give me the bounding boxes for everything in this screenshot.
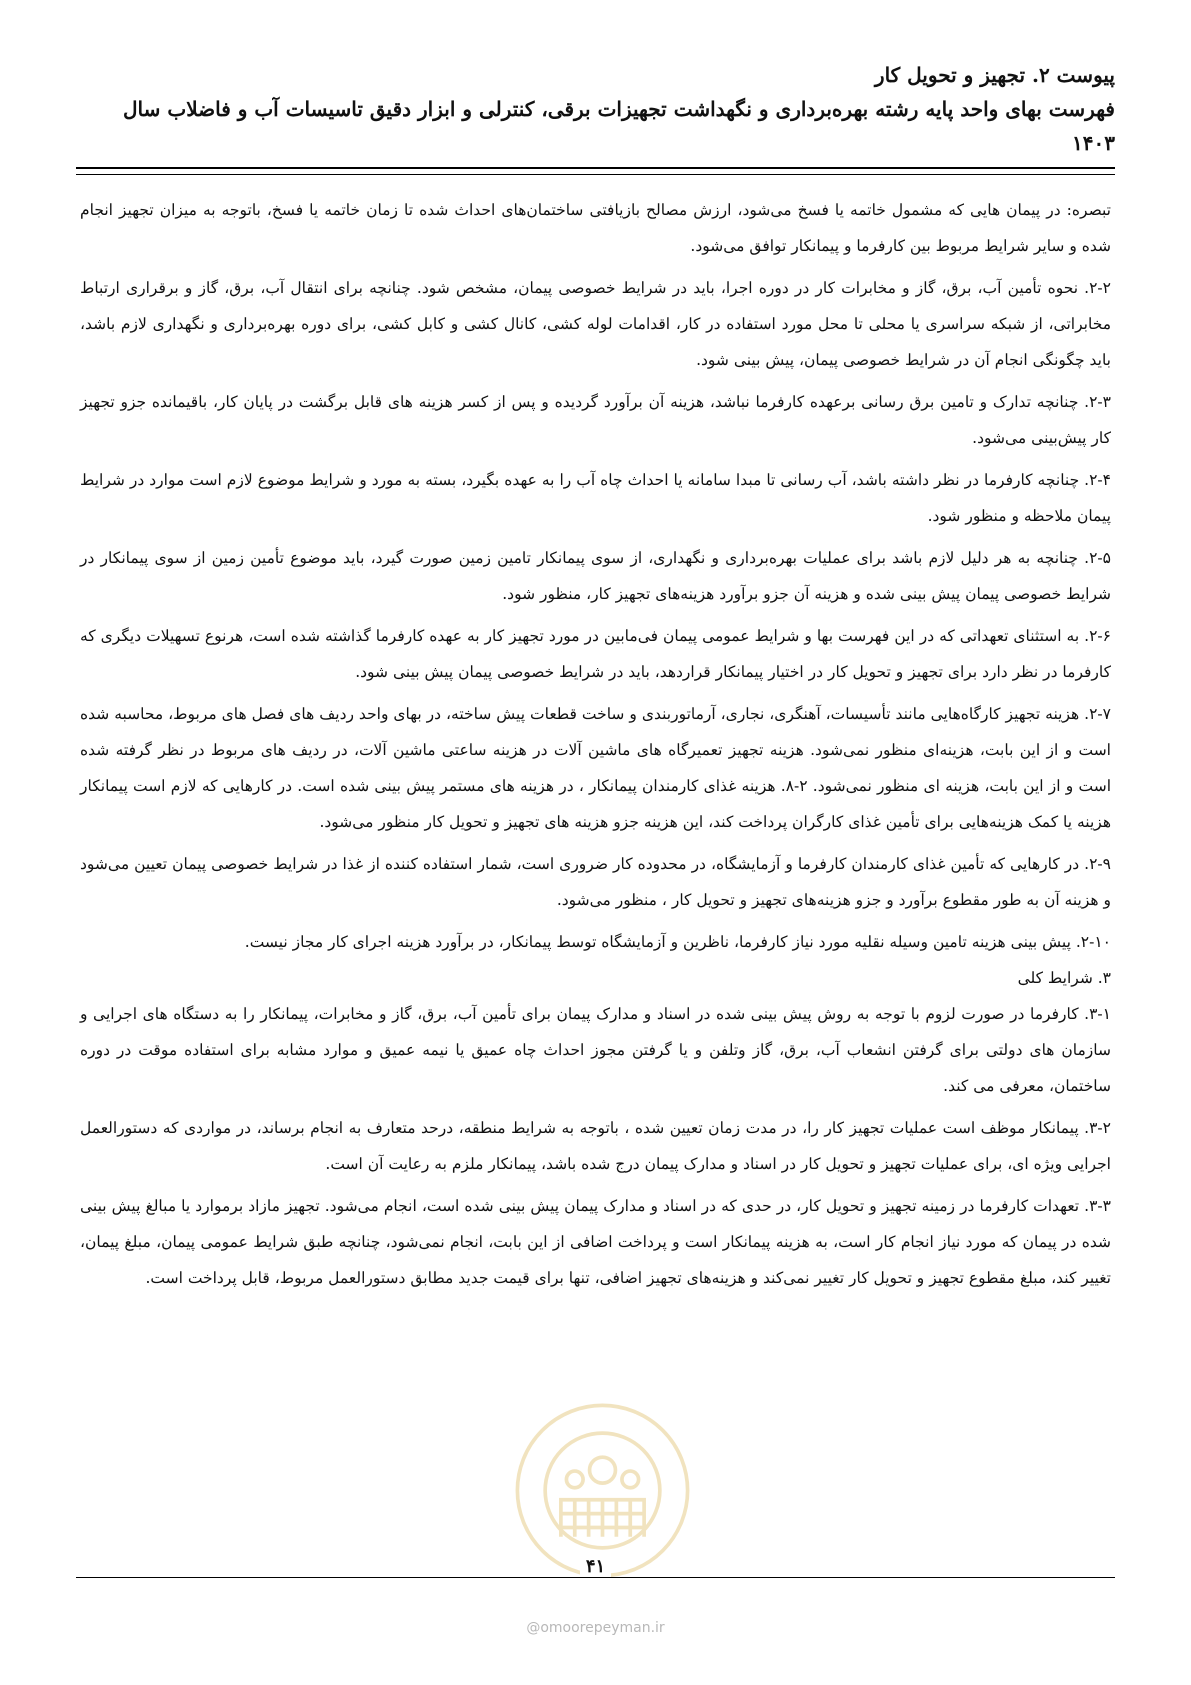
paragraph-2-2: ۲-۲. نحوه تأمین آب، برق، گاز و مخابرات کار در دوره اجرا، باید در شرایط خصوصی پیمان، مشخص شود. چنانچه برای انتقال آب، برق، گاز و برقراری ارتباط مخابراتی، از شبکه سراسری یا محلی تا محل مورد استفاده در کار، اقدامات لوله کشی، کانال کشی و کابل کشی، برای دوره بهره‌برداری و نگهداری لازم باشد، باید چگونگی انجام آن در شرایط خصوصی پیمان، پیش بینی شود. (80, 279, 1111, 369)
paragraph-2-9: ۲-۹. در کارهایی که تأمین غذای کارمندان کارفرما و آزمایشگاه، در محدوده کار ضروری است، شمار استفاده کننده از غذا در شرایط خصوصی پیمان تعیین می‌شود و هزینه آن به طور مقطوع برآورد و جزو هزینه‌های تجهیز و تحویل کار ، منظور می‌شود. (80, 855, 1111, 909)
paragraph-2-6: ۲-۶. به استثنای تعهداتی که در این فهرست بها و شرایط عمومی پیمان فی‌مابین در مورد تجهیز کار به عهده کارفرما گذاشته شده است، هرنوع تسهیلات دیگری که کارفرما در نظر دارد برای تجهیز و تحویل کار در اختیار پیمانکار قراردهد، باید در شرایط خصوصی پیمان پیش بینی شود. (80, 627, 1111, 681)
paragraph-2-5: ۲-۵. چنانچه به هر دلیل لازم باشد برای عملیات بهره‌برداری و نگهداری، از سوی پیمانکار تامین زمین صورت گیرد، باید موضوع تأمین زمین از سوی پیمانکار در شرایط خصوصی پیمان پیش بینی شده و هزینه آن جزو برآورد هزینه‌های تجهیز کار، منظور شود. (80, 549, 1111, 603)
document-title: فهرست بهای واحد پایه رشته بهره‌برداری و نگهداشت تجهیزات برقی، کنترلی و ابزار دقیق تاسیسات آب و فاضلاب سال ۱۴۰۳ (123, 97, 1115, 155)
paragraph-3-3: ۳-۳. تعهدات کارفرما در زمینه تجهیز و تحویل کار، در حدی که در اسناد و مدارک پیمان پیش بینی شده است، انجام می‌شود. تجهیز مازاد برموارد یا مبالغ پیش بینی شده در پیمان که مورد نیاز انجام کار است، به هزینه پیمانکار است و پرداخت اضافی از این بابت، انجام نمی‌شود، چنانچه طبق شرایط عمومی پیمان، مبلغ پیمان، تغییر کند، مبلغ مقطوع تجهیز و تحویل کار تغییر نمی‌کند و هزینه‌های تجهیز اضافی، تنها برای قیمت جدید مطابق دستورالعمل مربوط، قابل پرداخت است. (80, 1197, 1111, 1287)
paragraph-2-7: ۲-۷. هزینه تجهیز کارگاه‌هایی مانند تأسیسات، آهنگری، نجاری، آرماتوربندی و ساخت قطعات پیش ساخته، در بهای واحد ردیف های فصل های مربوط، محاسبه شده است و از این بابت، هزینه‌ای منظور نمی‌شود. هزینه تجهیز تعمیرگاه های ماشین آلات در هزینه ساعتی ماشین آلات، در ردیف های مربوط در نظر گرفته شده است و از این بابت، هزینه ای منظور نمی‌شود. ۲-۸. هزینه غذای کارمندان پیمانکار ، در هزینه های مستمر پیش بینی شده است. در کارهایی که لازم است پیمانکار هزینه یا کمک هزینه‌هایی برای تأمین غذای کارگران پرداخت کند، این هزینه جزو هزینه های تجهیز و تحویل کار منظور می‌شود. (80, 705, 1112, 831)
paragraph-2-10: ۲-۱۰. پیش بینی هزینه تامین وسیله نقلیه مورد نیاز کارفرما، ناظرین و آزمایشگاه توسط پیمانکار، در برآورد هزینه اجرای کار مجاز نیست. (244, 933, 1111, 951)
footer-divider (76, 1577, 1115, 1578)
page-number-text: ۴۱ (580, 1556, 611, 1577)
paragraph-2-4: ۲-۴. چنانچه کارفرما در نظر داشته باشد، آب رسانی تا مبدا سامانه یا احداث چاه آب را به عهده بگیرد، بسته به مورد و شرایط موضوع لازم است موارد در شرایط پیمان ملاحظه و منظور شود. (80, 471, 1111, 525)
paragraph-note: تبصره: در پیمان هایی که مشمول خاتمه یا فسخ می‌شود، ارزش مصالح بازیافتی ساختمان‌های احداث شده تا زمان خاتمه یا فسخ، باتوجه به میزان تجهیز انجام شده و سایر شرایط مربوط بین کارفرما و پیمانکار توافق می‌شود. (80, 201, 1111, 255)
document-body (80, 192, 1111, 1302)
section-heading-general: ۳. شرایط کلی (1017, 969, 1111, 987)
paragraph-2-3: ۲-۳. چنانچه تدارک و تامین برق رسانی برعهده کارفرما نباشد، هزینه آن برآورد گردیده و پس از کسر هزینه های قابل برگشت در پایان کار، باقیمانده جزو تجهیز کار پیش‌بینی می‌شود. (80, 393, 1111, 447)
page-number (0, 1556, 1191, 1577)
paragraph-3-1: ۳-۱. کارفرما در صورت لزوم با توجه به روش پیش بینی شده در اسناد و مدارک پیمان برای تأمین آب، برق، گاز و مخابرات، پیمانکار را به دستگاه های اجرایی و سازمان های دولتی برای گرفتن انشعاب آب، برق، گاز وتلفن و یا گرفتن مجوز احداث چاه عمیق یا نیمه عمیق و موارد مشابه برای استفاده موقت در دوره ساختمان، معرفی می کند. (80, 1005, 1111, 1095)
site-watermark-text: @omoorepeyman.ir (526, 1620, 665, 1636)
header-divider (76, 167, 1115, 175)
appendix-title: پیوست ۲. تجهیز و تحویل کار (874, 63, 1115, 87)
paragraph-3-2: ۳-۲. پیمانکار موظف است عملیات تجهیز کار را، در مدت زمان تعیین شده ، باتوجه به شرایط منطقه، درحد متعارف به انجام برساند، در مواردی که دستورالعمل اجرایی ویژه ای، برای عملیات تجهیز و تحویل کار در اسناد و مدارک پیمان درج شده باشد، پیمانکار ملزم به رعایت آن است. (80, 1119, 1111, 1173)
page-header (76, 58, 1115, 160)
